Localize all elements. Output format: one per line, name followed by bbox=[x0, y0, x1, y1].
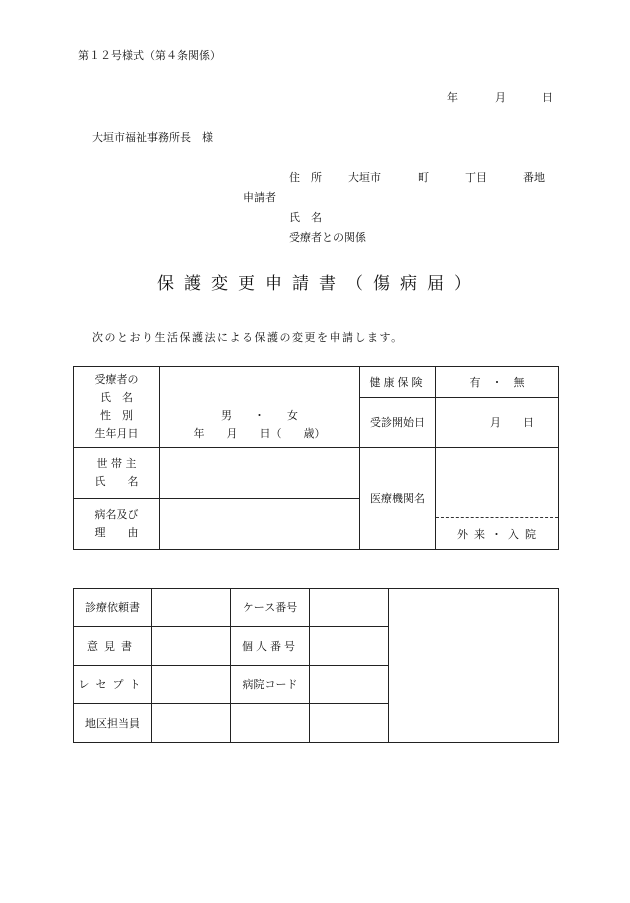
date-month-label: 月 bbox=[495, 91, 506, 104]
date-day-label: 日 bbox=[542, 91, 553, 104]
page-title: 保護変更申請書（傷病届） bbox=[157, 274, 481, 294]
district-officer-value-cell[interactable] bbox=[152, 704, 231, 743]
relation-label: 受療者との関係 bbox=[289, 231, 366, 244]
patient-info-cell bbox=[160, 367, 360, 448]
hospital-value-cell bbox=[436, 448, 559, 550]
patient-label-2: 氏 名 bbox=[100, 391, 133, 404]
receipt-value-cell[interactable] bbox=[152, 666, 231, 704]
addressee: 大垣市福祉事務所長 様 bbox=[92, 131, 213, 144]
insurance-value-cell bbox=[436, 367, 559, 398]
start-label: 受診開始日 bbox=[370, 416, 425, 429]
address-label: 住 所 bbox=[289, 171, 322, 184]
hospital-code-label: 病院コード bbox=[242, 678, 298, 691]
start-value-cell bbox=[436, 398, 559, 448]
household-head-label-cell bbox=[74, 448, 160, 499]
case-number-label: ケース番号 bbox=[242, 601, 298, 614]
receipt-label-cell bbox=[74, 666, 152, 704]
personal-number-value-cell[interactable] bbox=[310, 627, 389, 666]
application-table bbox=[73, 366, 559, 550]
applicant-label: 申請者 bbox=[243, 191, 276, 204]
personal-number-label-cell bbox=[231, 627, 310, 666]
request-form-label: 診療依頼書 bbox=[85, 601, 140, 614]
date-year-label: 年 bbox=[447, 91, 458, 104]
empty-cell-2[interactable] bbox=[310, 704, 389, 743]
hospital-code-label-cell bbox=[231, 666, 310, 704]
household-head-label-2: 氏 名 bbox=[94, 475, 139, 488]
hospital-dashed-divider bbox=[436, 517, 558, 518]
household-head-value-cell[interactable] bbox=[160, 448, 360, 499]
disease-label-cell bbox=[74, 499, 160, 550]
patient-cell bbox=[74, 367, 160, 448]
hospital-value-wrap bbox=[436, 448, 558, 549]
sex-values: 男 ・ 女 bbox=[221, 409, 298, 422]
dob-label: 生年月日 bbox=[94, 427, 139, 440]
disease-value-cell[interactable] bbox=[160, 499, 360, 550]
insurance-label-cell bbox=[360, 367, 436, 398]
disease-label-2: 理 由 bbox=[94, 526, 139, 539]
patient-label-1: 受療者の bbox=[94, 373, 139, 386]
stamp-area bbox=[389, 589, 559, 743]
district-officer-label-cell bbox=[74, 704, 152, 743]
sex-label: 性 別 bbox=[100, 409, 133, 422]
form-number: 第１２号様式（第４条関係） bbox=[78, 49, 221, 62]
address-chome: 丁目 bbox=[465, 171, 487, 184]
request-form-label-cell bbox=[74, 589, 152, 627]
hospital-label: 医療機関名 bbox=[370, 492, 425, 505]
insurance-label: 健康保険 bbox=[369, 375, 426, 389]
address-banchi: 番地 bbox=[523, 171, 545, 184]
personal-number-label: 個人番号 bbox=[242, 639, 298, 653]
opinion-label: 意見書 bbox=[87, 639, 138, 653]
start-label-cell bbox=[360, 398, 436, 448]
name-label: 氏 名 bbox=[289, 211, 322, 224]
start-value: 月 日 bbox=[490, 416, 534, 429]
insurance-value: 有 ・ 無 bbox=[469, 375, 525, 389]
office-use-table bbox=[73, 588, 559, 743]
disease-label-1: 病名及び bbox=[94, 508, 139, 521]
case-number-label-cell bbox=[231, 589, 310, 627]
address-town: 町 bbox=[418, 171, 429, 184]
receipt-label: レセプト bbox=[78, 678, 147, 691]
address-city: 大垣市 bbox=[348, 171, 381, 184]
opinion-label-cell bbox=[74, 627, 152, 666]
case-number-value-cell[interactable] bbox=[310, 589, 389, 627]
hospital-label-cell bbox=[360, 448, 436, 550]
empty-cell-1[interactable] bbox=[231, 704, 310, 743]
intro-text: 次のとおり生活保護法による保護の変更を申請します。 bbox=[92, 331, 404, 344]
dob-values: 年 月 日（ 歳） bbox=[193, 427, 326, 440]
visit-type: 外来・入院 bbox=[457, 528, 542, 541]
household-head-label-1: 世 帯 主 bbox=[96, 457, 137, 470]
opinion-value-cell[interactable] bbox=[152, 627, 231, 666]
district-officer-label: 地区担当員 bbox=[85, 716, 140, 730]
request-form-value-cell[interactable] bbox=[152, 589, 231, 627]
hospital-code-value-cell[interactable] bbox=[310, 666, 389, 704]
